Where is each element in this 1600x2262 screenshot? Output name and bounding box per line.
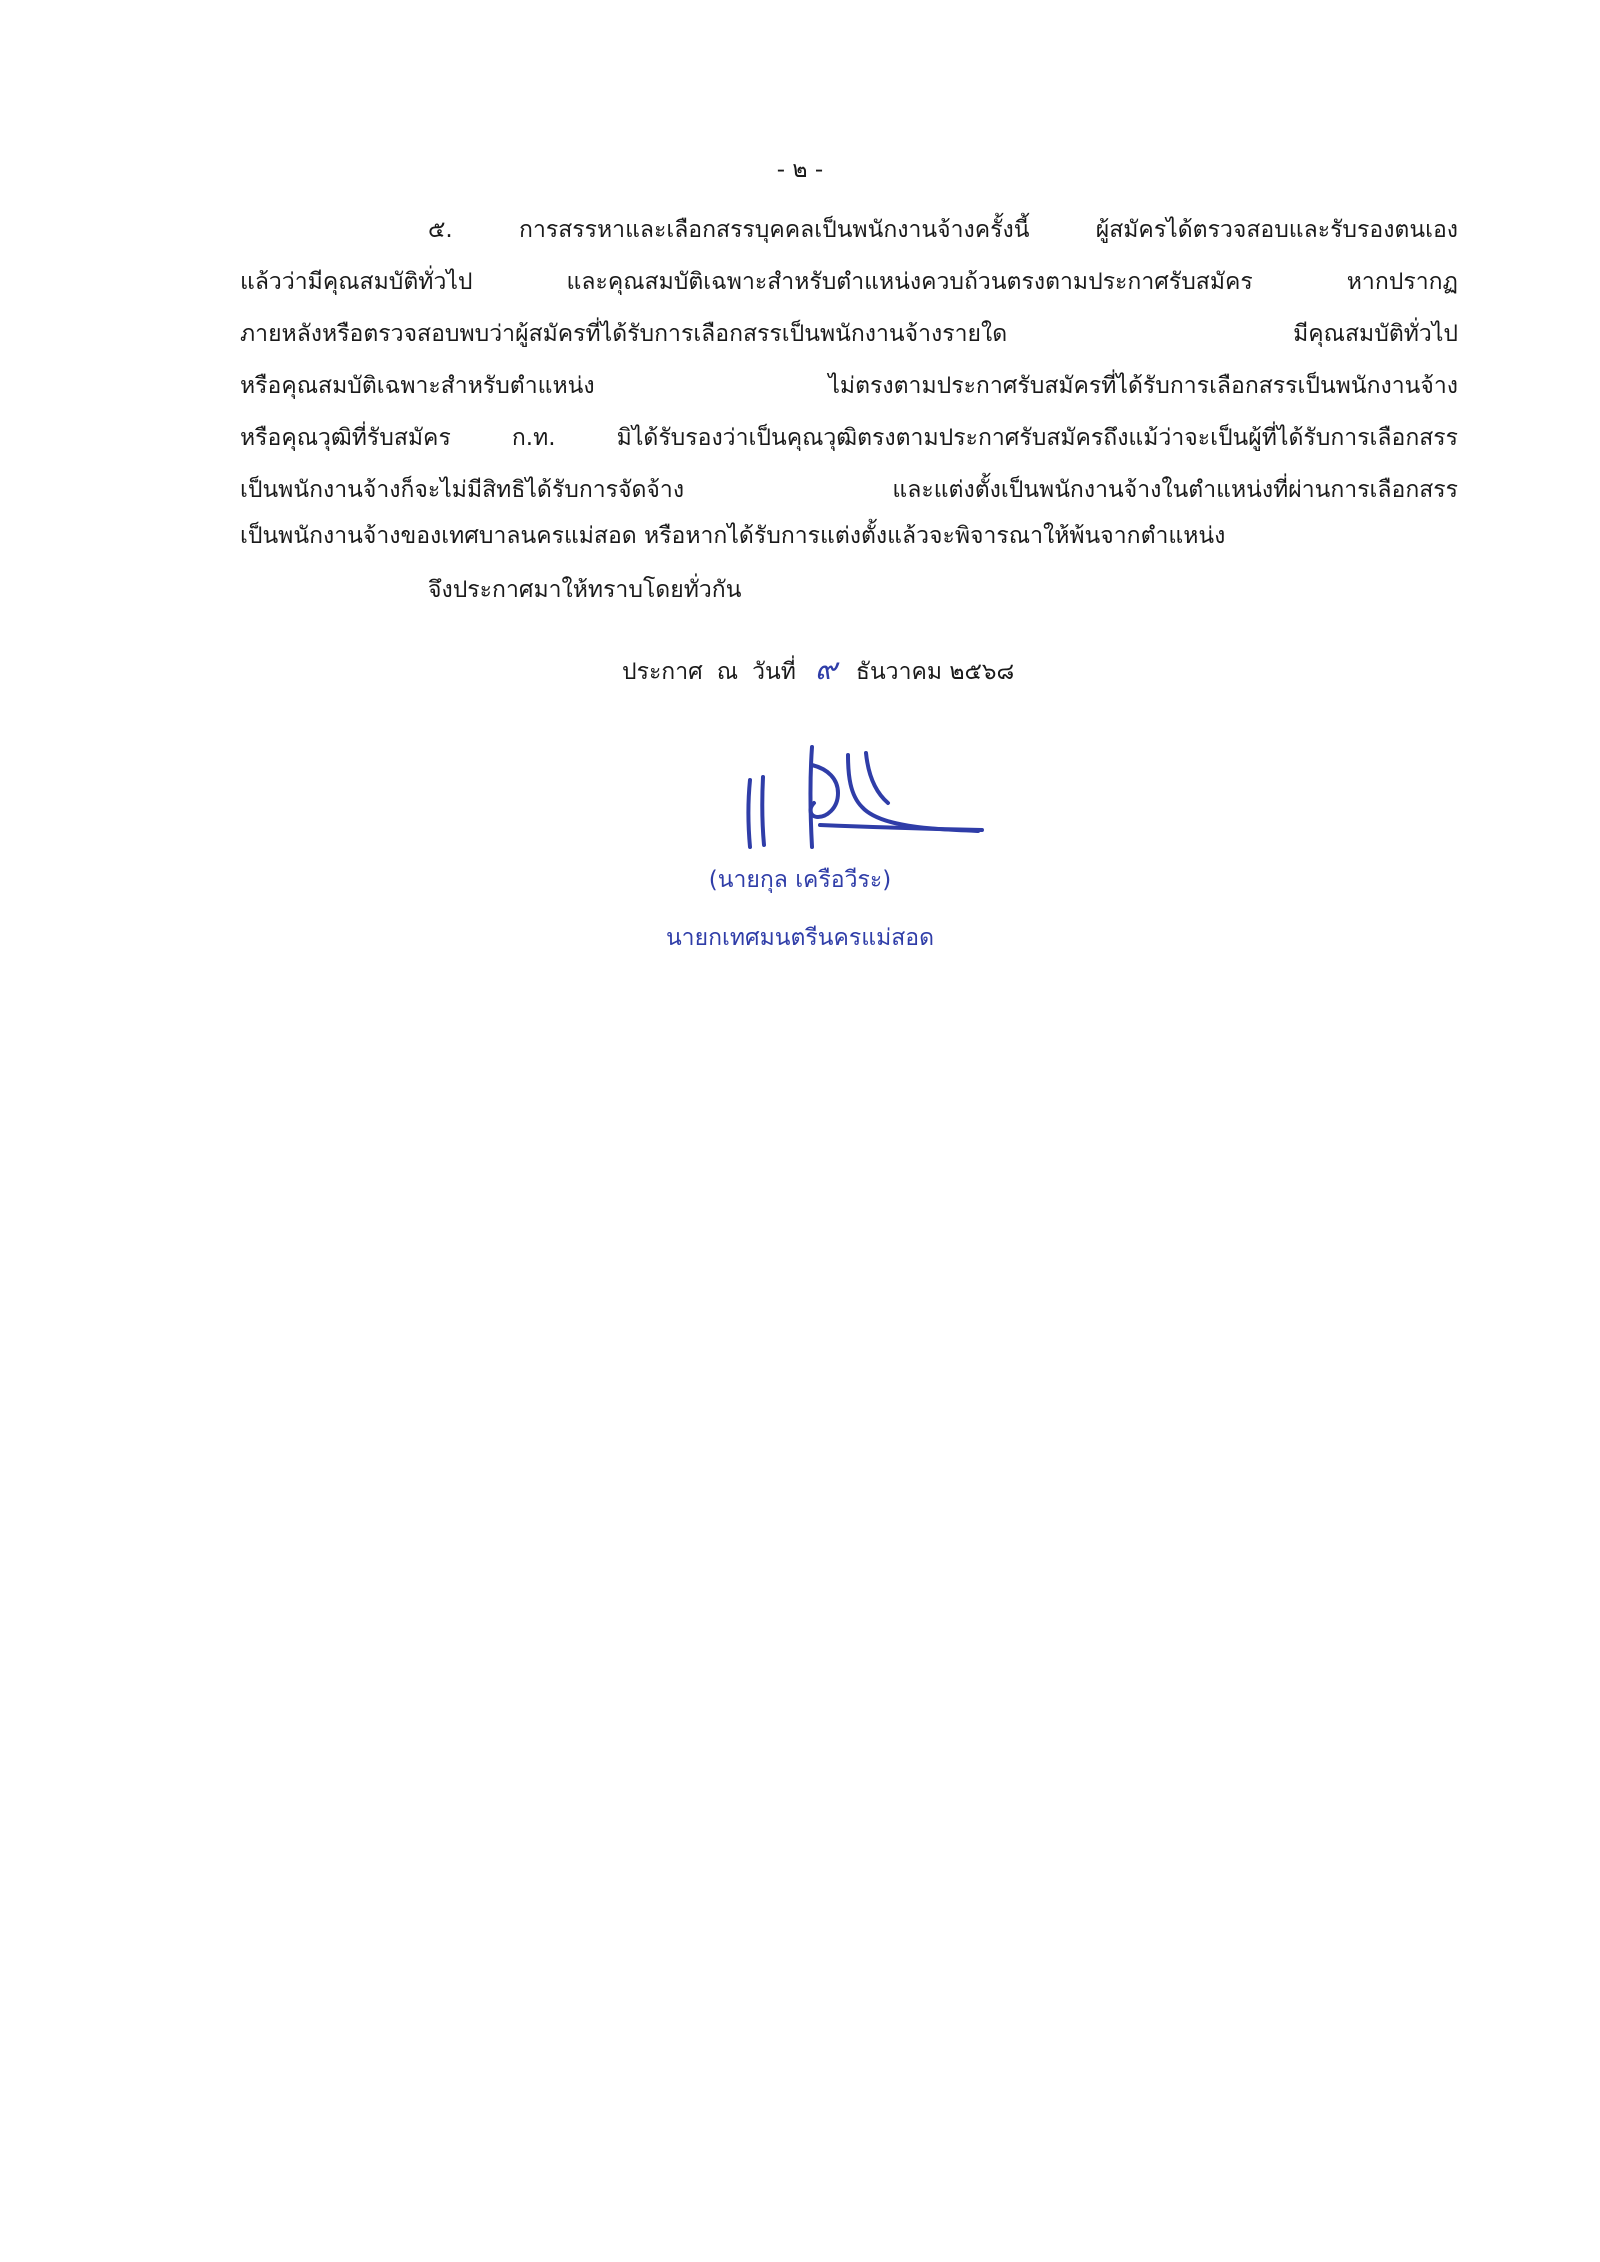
date-prefix: ประกาศ: [622, 659, 703, 685]
paragraph-line: แล้วว่ามีคุณสมบัติทั่วไป และคุณสมบัติเฉพาะสำหรับตำแหน่งควบถ้วนตรงตามประกาศรับสมัคร หากปรากฏ: [240, 269, 1458, 295]
paragraph-line: ๕. การสรรหาและเลือกสรรบุคคลเป็นพนักงานจ้างครั้งนี้ ผู้สมัครได้ตรวจสอบและรับรองตนเอง: [428, 217, 1458, 243]
date-at: ณ: [716, 659, 739, 685]
paragraph-line: หรือคุณสมบัติเฉพาะสำหรับตำแหน่ง ไม่ตรงตามประกาศรับสมัครที่ได้รับการเลือกสรรเป็นพนักงานจ้าง: [240, 373, 1458, 399]
date-day-handwritten: ๙: [814, 652, 837, 687]
closing-statement: จึงประกาศมาให้ทราบโดยทั่วกัน: [428, 577, 742, 603]
paragraph-line: เป็นพนักงานจ้างก็จะไม่มีสิทธิได้รับการจัดจ้าง และแต่งตั้งเป็นพนักงานจ้างในตำแหน่งที่ผ่านการเลือกสรร: [240, 477, 1458, 503]
signer-name: (นายกุล เครือวีระ): [708, 867, 892, 893]
signer-position: นายกเทศมนตรีนครแม่สอด: [665, 925, 935, 951]
announcement-date: [622, 650, 1014, 692]
page-number: - ๒ -: [776, 157, 824, 183]
paragraph-line: ภายหลังหรือตรวจสอบพบว่าผู้สมัครที่ได้รับการเลือกสรรเป็นพนักงานจ้างรายใด มีคุณสมบัติทั่วไป: [240, 321, 1458, 347]
handwritten-signature: [730, 735, 1000, 865]
date-day-label: วันที่: [752, 659, 796, 685]
paragraph-line: หรือคุณวุฒิที่รับสมัคร ก.ท. มิได้รับรองว่าเป็นคุณวุฒิตรงตามประกาศรับสมัครถึงแม้ว่าจะเป็นผู้ที่ได้รับการเลือกสรร: [240, 425, 1458, 451]
date-month-year: ธันวาคม ๒๕๖๘: [855, 659, 1015, 685]
paragraph-line: เป็นพนักงานจ้างของเทศบาลนครแม่สอด หรือหากได้รับการแต่งตั้งแล้วจะพิจารณาให้พ้นจากตำแหน่ง: [240, 523, 1226, 549]
